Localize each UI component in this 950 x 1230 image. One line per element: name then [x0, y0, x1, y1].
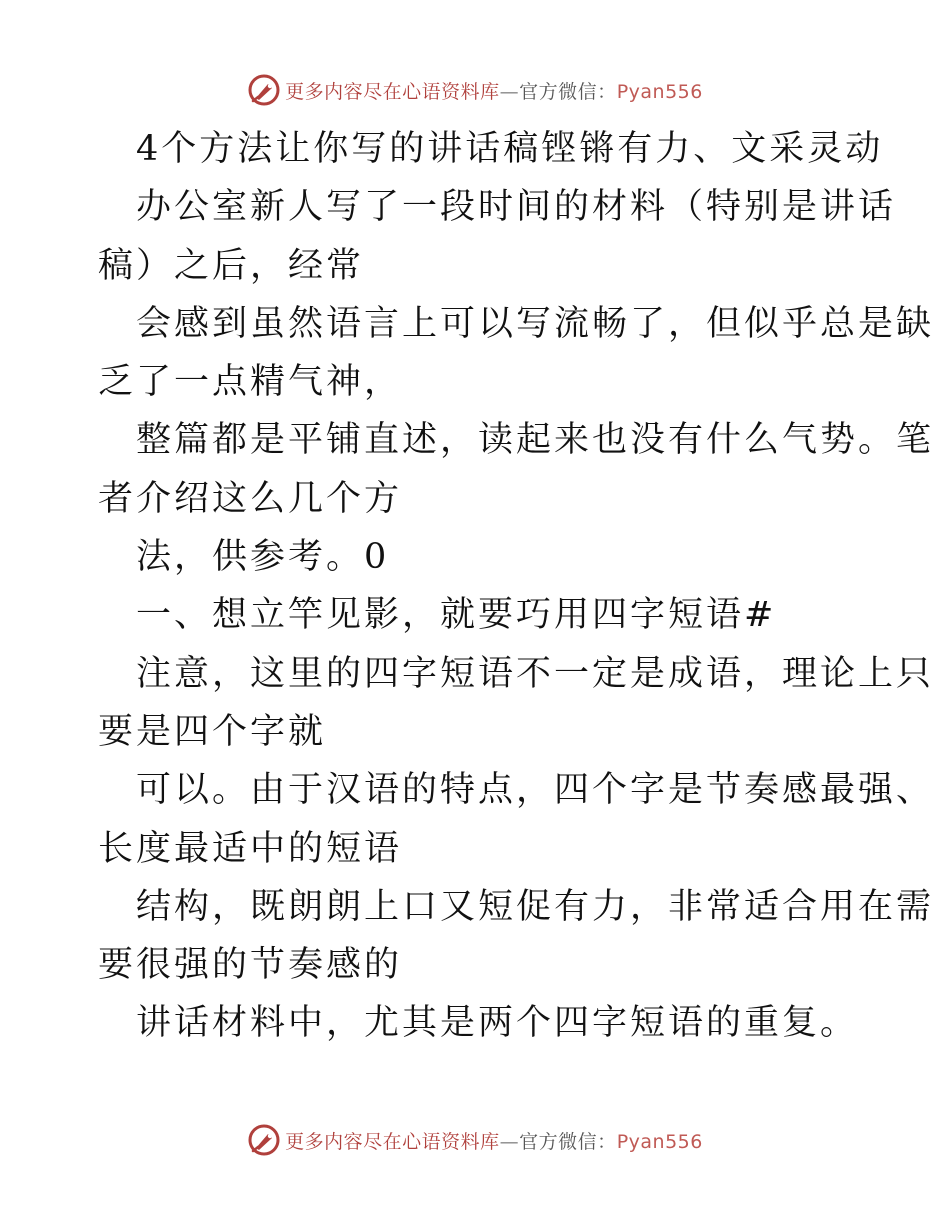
header-banner: [0, 70, 950, 110]
paragraph-line: 会感到虽然语言上可以写流畅了，但似乎总是缺: [136, 303, 935, 344]
footer-banner: [0, 1120, 950, 1160]
header-banner-dash: —: [499, 80, 520, 103]
paragraph-line: 讲话材料中，尤其是两个四字短语的重复。: [136, 1003, 859, 1044]
document-title: 4个方法让你写的讲话稿铿锵有力、文采灵动: [136, 129, 884, 169]
footer-banner-text: [285, 1127, 703, 1154]
footer-banner-title: 更多内容尽在心语资料库: [285, 1130, 500, 1153]
header-banner-text: [285, 77, 703, 104]
pen-nib-logo-icon: [247, 1123, 281, 1157]
header-banner-title: 更多内容尽在心语资料库: [285, 80, 500, 103]
paragraph-line: 长度最适中的短语: [98, 828, 403, 869]
footer-wechat-label: 官方微信：: [519, 1130, 617, 1153]
paragraph-line: 要很强的节奏感的: [98, 945, 403, 986]
header-wechat-id: Pyan556: [616, 80, 703, 103]
paragraph-line: 法，供参考。0: [136, 537, 390, 578]
pen-nib-logo-icon: [247, 73, 281, 107]
header-wechat-label: 官方微信：: [519, 80, 617, 103]
paragraph-line: 可以。由于汉语的特点，四个字是节奏感最强、: [136, 770, 935, 811]
footer-wechat-id: Pyan556: [616, 1130, 703, 1153]
paragraph-line: 结构，既朗朗上口又短促有力，非常适合用在需: [136, 886, 935, 927]
paragraph-line: 办公室新人写了一段时间的材料（特别是讲话: [136, 187, 897, 228]
footer-banner-dash: —: [499, 1130, 520, 1153]
paragraph-line: 整篇都是平铺直述，读起来也没有什么气势。笔: [136, 420, 935, 461]
section-heading: 一、想立竿见影，就要巧用四字短语#: [136, 595, 777, 636]
paragraph-line: 者介绍这么几个方: [98, 478, 403, 519]
paragraph-line: 稿）之后，经常: [98, 245, 365, 286]
paragraph-line: 要是四个字就: [98, 711, 327, 752]
document-body: [98, 120, 935, 1053]
paragraph-line: 注意，这里的四字短语不一定是成语，理论上只: [136, 653, 935, 694]
paragraph-line: 乏了一点精气神，: [98, 362, 403, 403]
